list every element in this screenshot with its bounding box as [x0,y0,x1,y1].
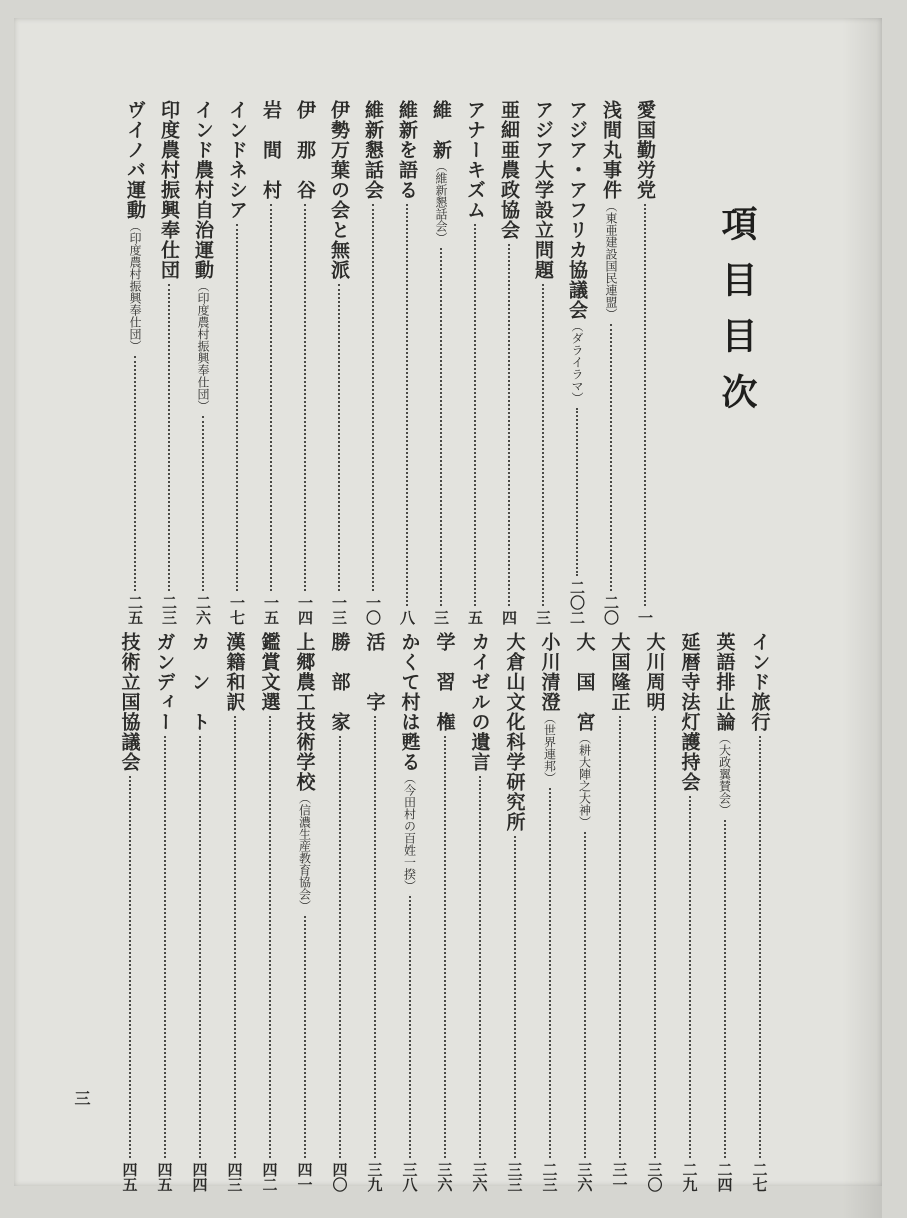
dot-leader [304,204,306,591]
entry-term: 漢籍和訳 [223,632,246,712]
entry-term: 伊 那 谷 [294,100,316,200]
index-entry [742,632,777,1192]
page-title: 項目目次 [716,205,758,429]
entry-term: ヴイノバ運動 [124,100,146,220]
entry-term: 英語排止論 [713,632,736,732]
entry-page-number: 二六 [194,595,212,625]
entry-page-number: 四五 [155,1162,174,1192]
entry-term: 浅間丸事件 [600,100,622,200]
entry-page-number: 三 [534,610,552,625]
entry-page-number: 二三 [160,595,178,625]
dot-leader [168,284,170,591]
dot-leader [576,408,578,576]
index-entry [628,100,662,625]
entry-term: カイゼルの遺言 [468,632,491,772]
entry-page-number: 三〇 [645,1162,664,1192]
index-entry [182,632,217,1192]
entry-page-number: 三九 [365,1162,384,1192]
index-entry [462,632,497,1192]
entry-term: 上郷農工技術学校 [293,632,316,792]
index-entry [526,100,560,625]
index-entry [602,632,637,1192]
entry-page-number: 三三 [505,1162,524,1192]
entry-note: （印度農村振興奉仕団） [128,220,142,352]
entry-page-number: 四五 [120,1162,139,1192]
entry-note: （維新懇話会） [434,160,448,244]
dot-leader [339,736,341,1158]
entry-term: ガンディー [153,632,176,732]
entry-term: 大川周明 [643,632,666,712]
entry-term: 維新を語る [396,100,418,200]
entry-term: 鑑賞文選 [258,632,281,712]
entry-page-number: 二〇二 [568,580,586,625]
entry-note: （東亜建設国民連盟） [604,200,618,320]
entry-term: 印度農村振興奉仕団 [158,100,180,280]
entry-page-number: 二四 [715,1162,734,1192]
dot-leader [542,284,544,606]
dot-leader [409,896,411,1158]
top-index-block [118,100,662,625]
dot-leader [304,916,306,1158]
entry-term: かくて村は甦る [398,632,421,772]
entry-note: （大政翼賛会） [717,732,732,816]
dot-leader [644,204,646,606]
entry-page-number: 四三 [225,1162,244,1192]
index-entry [287,632,322,1192]
index-entry [254,100,288,625]
entry-page-number: 四一 [295,1162,314,1192]
entry-page-number: 三 [432,610,450,625]
entry-term: 伊勢万葉の会と無派 [328,100,350,280]
entry-note: （世界連邦） [542,712,557,784]
dot-leader [584,832,586,1158]
entry-term: カ ン ト [188,632,211,732]
index-entry [322,632,357,1192]
entry-term: インドネシア [226,100,248,220]
entry-page-number: 二〇 [602,595,620,625]
index-entry [492,100,526,625]
entry-page-number: 二五 [126,595,144,625]
entry-note: （耕大陣之大神） [577,732,592,828]
dot-leader [724,820,726,1158]
index-entry [458,100,492,625]
dot-leader [374,716,376,1158]
entry-page-number: 三六 [575,1162,594,1192]
index-entry [288,100,322,625]
entry-note: （今田村の百姓一揆） [402,772,417,892]
dot-leader [444,736,446,1158]
entry-term: 大国隆正 [608,632,631,712]
index-entry [392,632,427,1192]
index-entry [567,632,602,1192]
entry-term: 小川清澄 [538,632,561,712]
index-entry [186,100,220,625]
entry-page-number: 一三 [330,595,348,625]
index-entry [217,632,252,1192]
index-entry [322,100,356,625]
entry-note: （印度農村振興奉仕団） [196,280,210,412]
dot-leader [479,776,481,1158]
entry-page-number: 一四 [296,595,314,625]
index-entry [147,632,182,1192]
entry-term: 愛国勤労党 [634,100,656,200]
index-entry [672,632,707,1192]
index-entry [118,100,152,625]
entry-term: 大倉山文化科学研究所 [503,632,526,832]
dot-leader [619,716,621,1158]
dot-leader [164,736,166,1158]
index-entry [427,632,462,1192]
entry-note: （ダライラマ） [570,320,584,404]
bottom-index-block [112,632,777,1192]
entry-page-number: 八 [398,610,416,625]
index-entry [152,100,186,625]
dot-leader [270,204,272,591]
index-entry [252,632,287,1192]
dot-leader [202,416,204,591]
dot-leader [236,224,238,591]
dot-leader [514,836,516,1158]
dot-leader [610,324,612,591]
entry-term: 学 習 権 [433,632,456,732]
page-number: 三 [72,1090,91,1106]
index-entry [637,632,672,1192]
entry-term: 技術立国協議会 [118,632,141,772]
entry-page-number: 三一 [610,1162,629,1192]
dot-leader [234,716,236,1158]
entry-page-number: 四〇 [330,1162,349,1192]
index-entry [112,632,147,1192]
entry-page-number: 一 [636,610,654,625]
dot-leader [338,284,340,591]
entry-term: 大 国 宮 [573,632,596,732]
entry-term: 勝 部 家 [328,632,351,732]
entry-term: インド農村自治運動 [192,100,214,280]
index-entry [390,100,424,625]
entry-page-number: 二三 [540,1162,559,1192]
dot-leader [508,244,510,606]
entry-note: （信濃生産教育協会） [297,792,312,912]
dot-leader [129,776,131,1158]
index-entry [532,632,567,1192]
index-entry [356,100,390,625]
entry-term: アジア・アフリカ協議会 [566,100,588,320]
entry-page-number: 五 [466,610,484,625]
index-entry [357,632,392,1192]
entry-term: アジア大学設立問題 [532,100,554,280]
entry-term: 岩 間 村 [260,100,282,200]
entry-page-number: 一〇 [364,595,382,625]
dot-leader [406,204,408,606]
index-entry [497,632,532,1192]
index-entry [560,100,594,625]
dot-leader [199,736,201,1158]
entry-page-number: 四二 [260,1162,279,1192]
dot-leader [269,716,271,1158]
entry-term: 延暦寺法灯護持会 [678,632,701,792]
entry-term: 維新懇話会 [362,100,384,200]
dot-leader [440,248,442,606]
entry-page-number: 三六 [470,1162,489,1192]
entry-term: インド旅行 [748,632,771,732]
entry-page-number: 四四 [190,1162,209,1192]
dot-leader [474,224,476,606]
dot-leader [372,204,374,591]
index-entry [707,632,742,1192]
entry-page-number: 二七 [750,1162,769,1192]
page-shadow [842,18,882,1218]
index-entry [424,100,458,625]
dot-leader [689,796,691,1158]
entry-term: 亜細亜農政協会 [498,100,520,240]
dot-leader [759,736,761,1158]
index-entry [594,100,628,625]
entry-page-number: 三八 [400,1162,419,1192]
entry-term: アナーキズム [464,100,486,220]
entry-page-number: 一五 [262,595,280,625]
dot-leader [549,788,551,1158]
entry-page-number: 一七 [228,595,246,625]
entry-term: 活 字 [363,632,386,712]
entry-page-number: 三六 [435,1162,454,1192]
entry-term: 維 新 [430,100,452,160]
index-entry [220,100,254,625]
entry-page-number: 二九 [680,1162,699,1192]
dot-leader [654,716,656,1158]
dot-leader [134,356,136,591]
entry-page-number: 四 [500,610,518,625]
